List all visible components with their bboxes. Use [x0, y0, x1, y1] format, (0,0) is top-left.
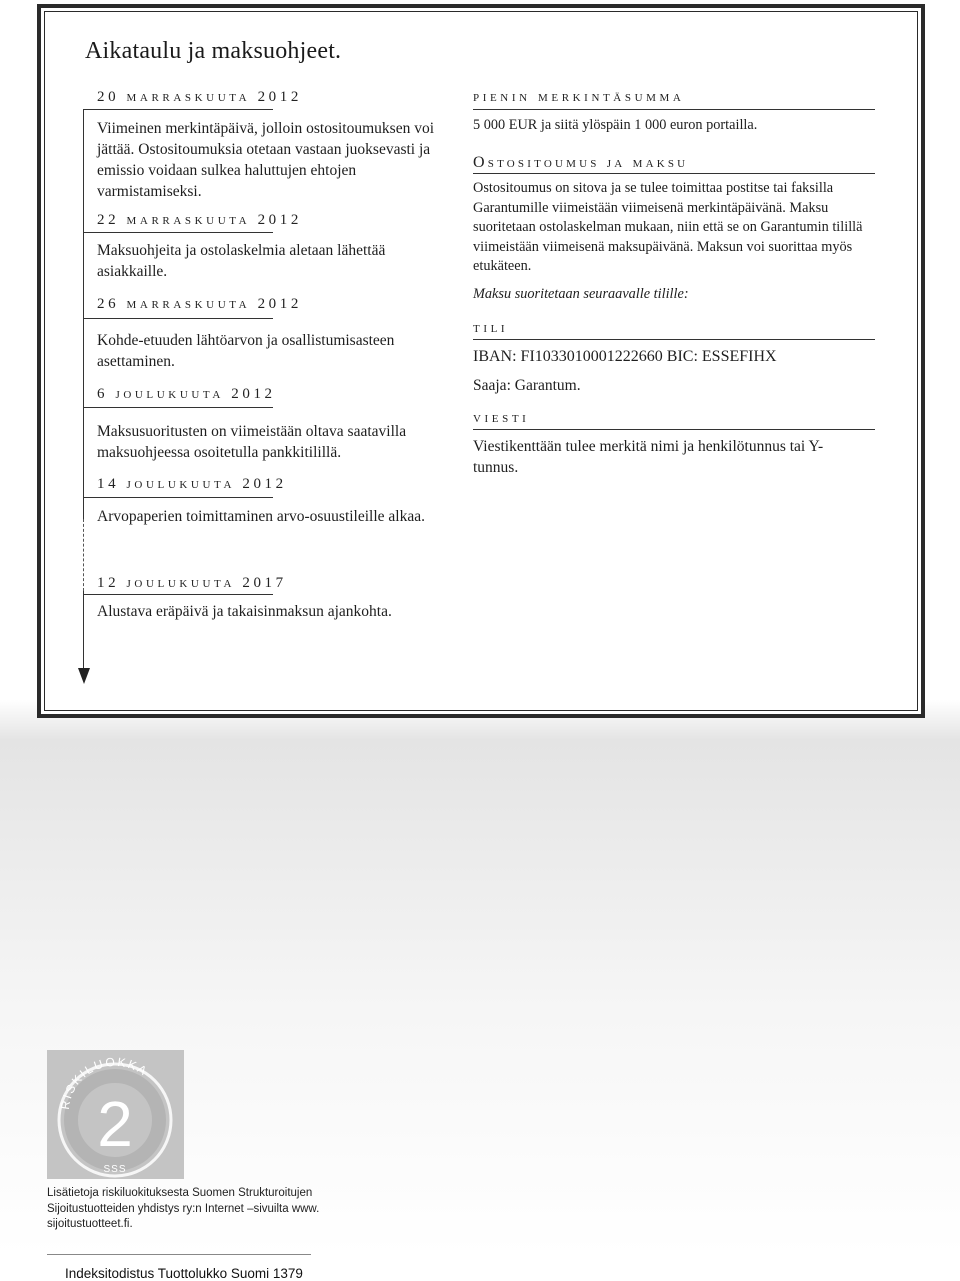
timeline-dashed-line [83, 519, 84, 591]
message-heading: viesti [473, 410, 530, 426]
timeline-arrow-icon [78, 668, 90, 684]
timeline-tick [83, 318, 273, 319]
timeline-date: 22 marraskuuta 2012 [97, 212, 302, 228]
risk-class-emblem-icon [47, 1050, 184, 1179]
footer-divider [47, 1254, 311, 1255]
divider [473, 173, 875, 174]
timeline-tick [83, 594, 273, 595]
timeline-date: 26 marraskuuta 2012 [97, 296, 302, 312]
timeline-text: Maksuohjeita ja ostolaskelmia aletaan lähettää asiakkaille. [97, 242, 386, 280]
divider [473, 109, 875, 110]
timeline-date: 20 marraskuuta 2012 [97, 89, 302, 105]
risk-class-logo [47, 1050, 184, 1179]
account-heading: tili [473, 320, 509, 336]
timeline-date: 14 joulukuuta 2012 [97, 476, 287, 492]
divider [473, 339, 875, 340]
page-title: Aikataulu ja maksuohjeet. [85, 38, 342, 64]
payment-instruction: Maksu suoritetaan seuraavalle tilille: [473, 286, 689, 302]
timeline-text: Alustava eräpäivä ja takaisinmaksun ajankohta. [97, 603, 392, 620]
iban-text: IBAN: FI1033010001222660 BIC: ESSEFIHX [473, 348, 777, 365]
timeline-text: Arvopaperien toimittaminen arvo-osuustileille alkaa. [97, 508, 425, 525]
document-id: Indeksitodistus Tuottolukko Suomi 1379 [65, 1266, 303, 1281]
timeline-text: Maksusuoritusten on viimeistään oltava saatavilla maksuohjeessa osoitetulla pankkitilillä. [97, 423, 407, 461]
timeline-tick [83, 497, 273, 498]
min-amount-text: 5 000 EUR ja siitä ylöspäin 1 000 euron portailla. [473, 117, 758, 133]
timeline-text: Viimeinen merkintäpäivä, jolloin ostositoumuksen voi jättää. Ostositoumuksia otetaan vastaan juoksevasti ja emissio voidaan sulkea haluttujen ehtojen varmistamiseksi. [97, 120, 435, 200]
timeline-line [83, 109, 84, 519]
commitment-text: Ostositoumus on sitova ja se tulee toimittaa postitse tai faksilla Garantumille viimeistään viimeisenä merkintäpäivänä. Maksu suoritetaan ostolaskelman mukaan, niin että se on Garantumin tilillä viimeistään viimeisenä maksupäivänä. Maksun voi suorittaa myös etukäteen. [473, 180, 863, 274]
risk-info-text: Lisätietoja riskiluokituksesta Suomen Strukturoitujen Sijoitustuotteiden yhdistys ry:n Internet –sivuilta www. sijoitustuotteet.fi. [47, 1187, 320, 1230]
recipient-text: Saaja: Garantum. [473, 377, 581, 394]
min-amount-heading: pienin merkintäsumma [473, 89, 685, 105]
sss-mark: SSS [103, 1164, 127, 1175]
timeline-text: Kohde-etuuden lähtöarvon ja osallistumisasteen asettaminen. [97, 332, 395, 370]
message-text: Viestikenttään tulee merkitä nimi ja henkilötunnus tai Y-tunnus. [473, 438, 824, 476]
timeline-tick [83, 407, 273, 408]
divider [473, 429, 875, 430]
timeline-date: 6 joulukuuta 2012 [97, 386, 276, 402]
risk-arc-text: RISKILUOKKA [57, 1054, 151, 1111]
timeline-line-end [83, 591, 84, 669]
timeline-tick [83, 232, 273, 233]
timeline-tick [83, 109, 273, 110]
timeline-date: 12 joulukuuta 2017 [97, 575, 287, 591]
commitment-heading: Ostositoumus ja maksu [473, 154, 689, 171]
risk-number: 2 [97, 1088, 133, 1160]
